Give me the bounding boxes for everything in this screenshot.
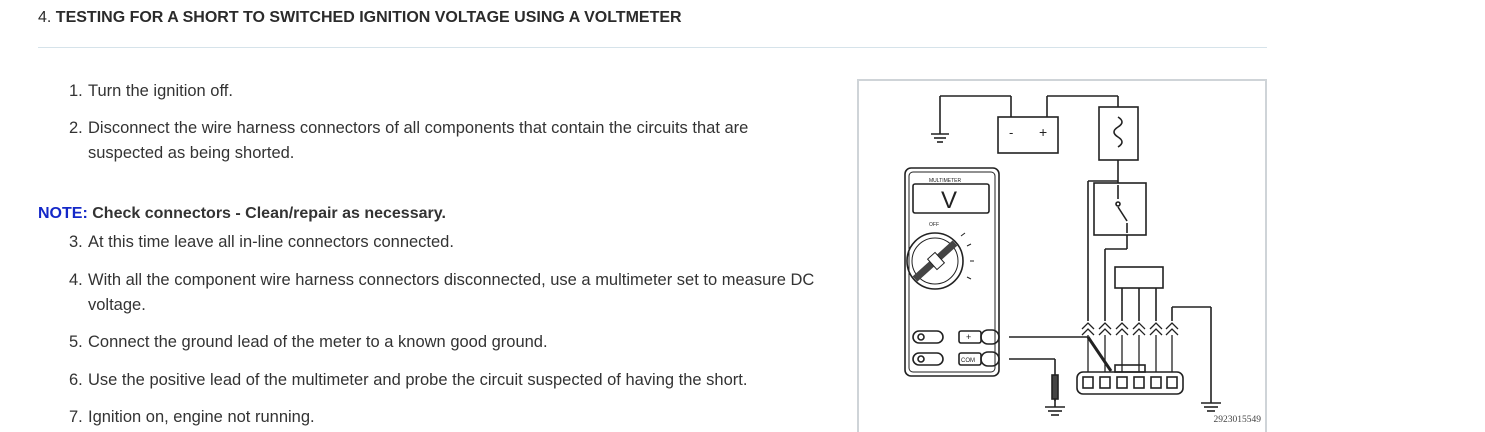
list-item — [38, 116, 828, 166]
step-number: 7. — [69, 408, 83, 426]
battery-plus-label: + — [1039, 124, 1048, 140]
battery-minus-label: - — [1009, 125, 1014, 140]
step-number: 1. — [69, 82, 83, 100]
wiring-diagram — [859, 81, 1265, 432]
step-text: Use the positive lead of the multimeter and probe the circuit suspected of having the short. — [88, 370, 748, 389]
list-item — [38, 268, 848, 318]
step-text: Turn the ignition off. — [88, 82, 233, 100]
list-item — [38, 230, 848, 255]
step-number: 3. — [69, 233, 83, 251]
step-number: 4. — [69, 270, 83, 289]
fuse — [1099, 107, 1138, 160]
figure-id: 2923015549 — [1213, 415, 1261, 425]
multimeter — [905, 168, 999, 376]
ignition-switch — [1094, 183, 1146, 235]
step-text: Ignition on, engine not running. — [88, 408, 315, 426]
section-title: TESTING FOR A SHORT TO SWITCHED IGNITION VOLTAGE USING A VOLTMETER — [55, 9, 682, 26]
dial-off-label: OFF — [929, 222, 939, 228]
steps-list-second — [38, 230, 848, 432]
battery — [998, 117, 1058, 153]
step-text: Disconnect the wire harness connectors of all components that contain the circuits that are suspected as being shorted. — [88, 119, 749, 162]
voltage-display-symbol: V — [941, 187, 958, 214]
component-box — [1115, 267, 1163, 321]
step-text: Connect the ground lead of the meter to a known good ground. — [88, 333, 548, 351]
step-text: With all the component wire harness connectors disconnected, use a multimeter set to measure DC voltage. — [88, 270, 815, 314]
multimeter-label: MULTIMETER — [929, 178, 962, 184]
note-label: NOTE: — [38, 205, 88, 222]
list-item — [38, 405, 848, 430]
list-item — [38, 368, 848, 393]
ground-symbol-right — [1201, 403, 1221, 411]
jack-plus-label: + — [966, 332, 972, 342]
section-heading — [38, 9, 682, 27]
ground-symbol-top — [931, 96, 949, 142]
jack-com-label: COM — [961, 358, 975, 364]
wiring-diagram-figure[interactable] — [857, 79, 1267, 432]
note-text: Check connectors - Clean/repair as necessary. — [92, 205, 446, 222]
step-number: 5. — [69, 333, 83, 351]
ground-symbol-bottom — [1045, 399, 1065, 415]
test-leads — [981, 330, 1111, 401]
list-item — [38, 330, 848, 355]
step-number: 6. — [69, 370, 83, 389]
step-text: At this time leave all in-line connectors connected. — [88, 233, 454, 251]
harness-connector — [1077, 365, 1183, 394]
note — [38, 205, 446, 223]
step-number: 2. — [69, 119, 83, 137]
heading-divider — [38, 47, 1267, 48]
steps-list-first — [38, 79, 828, 178]
list-item — [38, 79, 828, 104]
section-number: 4. — [38, 9, 52, 26]
